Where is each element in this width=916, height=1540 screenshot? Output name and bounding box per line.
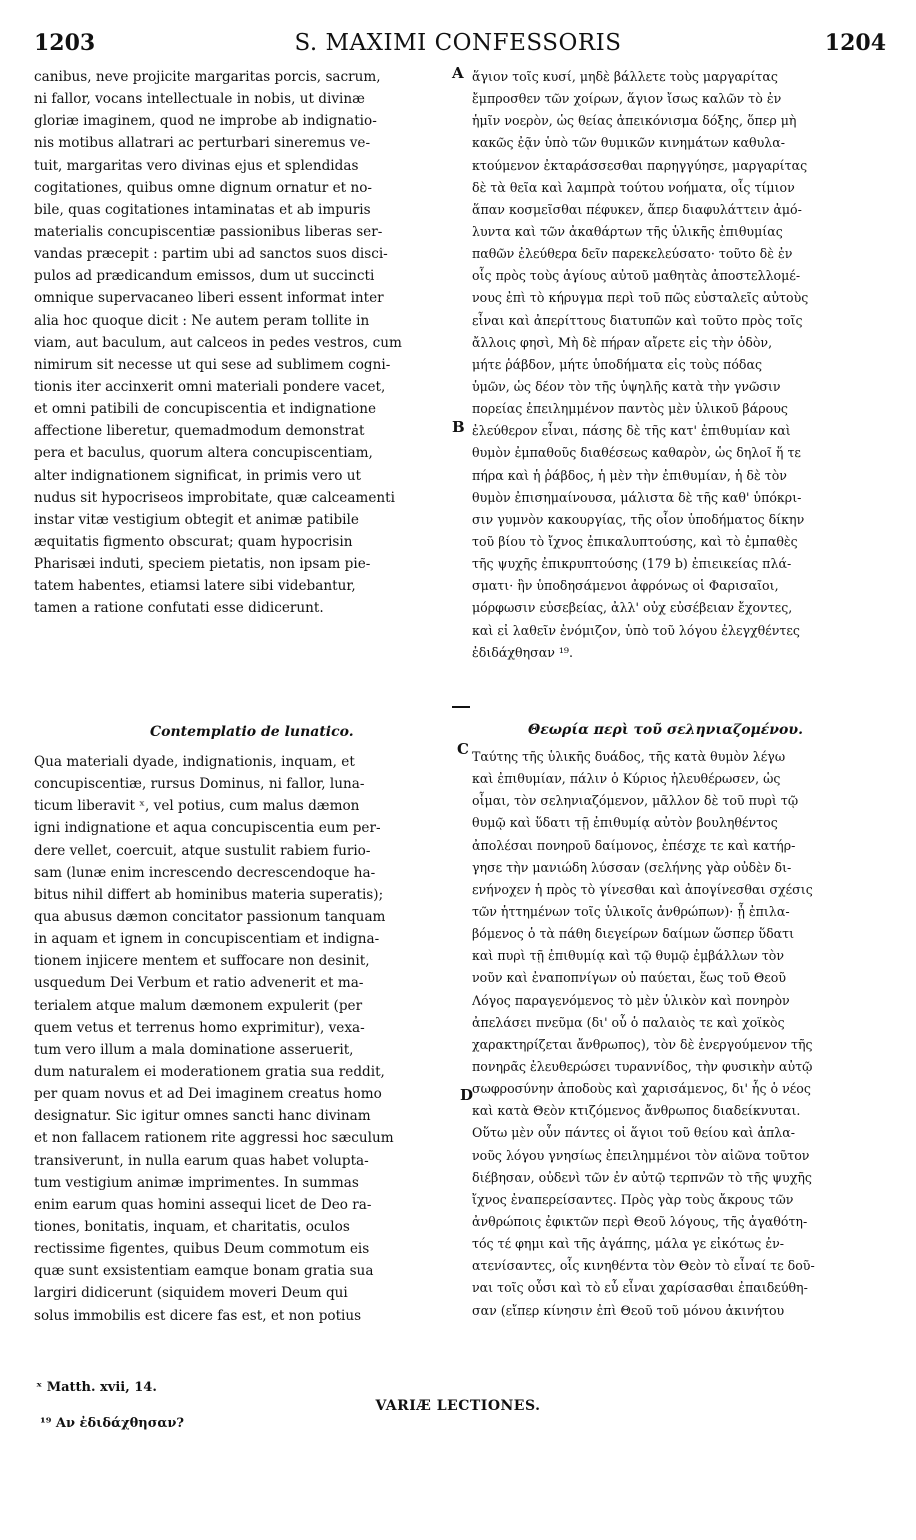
text-line: quæ sunt exsistentiam eamque bonam gratia sua [34,1263,374,1280]
text-line: ἀπολέσαι πονηροῦ δαίμονος, ἐπέσχε τε καὶ κατήρ- [472,837,796,853]
text-line: κακῶς ἐᾷν ὑπὸ τῶν θυμικῶν κινημάτων καθυλα- [472,135,786,151]
text-line: igni indignatione et aqua concupiscentia eum per- [34,820,381,837]
text-line: instar vitæ vestigium obtegit et animæ patibile [34,511,359,528]
text-line: nudus sit hypocriseos improbitate, quæ calceamenti [34,489,395,506]
text-line: rectissime figentes, quibus Deum commotum eis [34,1241,370,1258]
text-line: materialis concupiscentiæ passionibus liberas ser- [34,223,383,240]
text-line: σαν (εἴπερ κίνησιν ἐπὶ Θεοῦ τοῦ μόνου ἀκινήτου [472,1302,785,1318]
text-line: δὲ τὰ θεῖα καὶ λαμπρὰ τούτου νοήματα, οἷς τίμιον [472,179,795,195]
text-line: Qua materiali dyade, indignationis, inquam, et [34,754,355,770]
text-line: Λόγος παραγενόμενος τὸ μὲν ὑλικὸν καὶ πονηρὸν [472,992,790,1008]
text-line: qua abusus dæmon concitator passionum tanquam [34,908,386,925]
text-line: cogitationes, quibus omne dignum ornatur et no- [34,179,372,196]
text-line: οἷς πρὸς τοὺς ἁγίους αὐτοῦ μαθητὰς ἀποστελλομέ- [472,268,801,284]
text-line: concupiscentiæ, rursus Dominus, ni fallor, luna- [34,776,365,793]
text-line: παθῶν ἐλεύθερα δεῖν παρεκελεύσατο· τοῦτο δὲ ἐν [472,246,793,262]
text-line: ἀπελάσει πνεῦμα (δι' οὗ ὁ παλαιὸς τε καὶ χοϊκὸς [472,1014,785,1030]
text-line: alia hoc quoque dicit : Ne autem peram tollite in [34,312,370,329]
margin-marker-c: C [457,740,469,758]
text-line: σματι· ἣν ὑποδησάμενοι ἀφρόνως οἱ Φαρισαῖοι, [472,578,779,594]
text-line: Pharisæi induti, speciem pietatis, non ipsam pie- [34,556,371,573]
text-line: καὶ κατὰ Θεὸν κτιζόμενος ἄνθρωπος διαδείκνυται. [472,1103,801,1119]
text-line: θυμὸν ἐμπαθοῦς διαθέσεως καθαρὸν, ὡς δηλοῖ ἥ τε [472,445,801,461]
text-line: transiverunt, in nulla earum quas habet volupta- [34,1152,369,1169]
text-line: pulos ad prædicandum emissos, dum ut succincti [34,268,375,285]
text-line: πονηρᾶς ἐλευθερώσει τυραννίδος, τὴν φυσικὴν αὐτῷ [472,1058,813,1074]
text-line: βόμενος ὁ τὰ πάθη διεγείρων δαίμων ὥσπερ ὕδατι [472,926,795,942]
footnote-greek: ¹⁹ Αν ἐδιδάχθησαν? [40,1416,184,1431]
text-line: οἶμαι, τὸν σεληνιαζόμενον, μᾶλλον δὲ τοῦ πυρὶ τῷ [472,793,799,809]
text-line: ἐλεύθερον εἶναι, πάσης δὲ τῆς κατ' ἐπιθυμίαν καὶ [472,423,791,439]
text-line: omnique supervacaneo liberi essent informat inter [34,290,384,307]
text-line: Οὕτω μὲν οὖν πάντες οἱ ἅγιοι τοῦ θείου καὶ ἀπλα- [472,1125,796,1141]
text-line: quem vetus et terrenus homo exprimitur), vexa- [34,1019,365,1036]
page-number-left: 1203 [34,30,96,56]
section-divider [452,706,470,708]
text-line: tionem injicere mentem et suffocare non desinit, [34,953,370,970]
text-line: θυμῷ καὶ ὕδατι τῇ ἐπιθυμίᾳ αὐτὸν βουληθέντος [472,815,778,831]
text-line: tum vestigium animæ imprimentes. In summas [34,1174,359,1191]
text-line: σιν γυμνὸν κακουργίας, τῆς οἷον ὑποδήματος δίκην [472,511,805,527]
text-line: νοῦν καὶ ἐναποπνίγων οὐ παύεται, ἕως τοῦ Θεοῦ [472,970,786,986]
text-line: bitus nihil differt ab hominibus materia superatis); [34,886,384,903]
text-line: in aquam et ignem in concupiscentiam et indigna- [34,931,380,948]
text-line: νους ἐπὶ τὸ κήρυγμα περὶ τοῦ πῶς εὐσταλεῖς αὐτοὺς [472,290,809,306]
text-line: καὶ πυρὶ τῇ ἐπιθυμίᾳ καὶ τῷ θυμῷ ἐμβάλλων τὸν [472,948,785,964]
text-line: σωφροσύνην ἀποδοὺς καὶ χαρισάμενος, δι' ἧς ὁ νέος [472,1081,811,1097]
text-line: Ταύτης τῆς ὑλικῆς δυάδος, τῆς κατὰ θυμὸν λέγω [472,749,786,764]
text-line: ὑμῶν, ὡς δέον τὸν τῆς ὑψηλῆς κατὰ τὴν γνῶσιν [472,378,781,394]
text-line: καὶ εἰ λαθεῖν ἐνόμιζον, ὑπὸ τοῦ λόγου ἐλεγχθέντες [472,622,800,638]
text-line: designatur. Sic igitur omnes sancti hanc divinam [34,1108,371,1125]
margin-marker-b: B [452,418,465,436]
latin-section-heading: Contemplatio de lunatico. [150,724,354,740]
running-header [0,30,916,60]
text-line: πήρα καὶ ἡ ῥάβδος, ἡ μὲν τὴν ἐπιθυμίαν, ἡ δὲ τὸν [472,467,787,483]
greek-column-top [472,66,882,664]
text-line: ἀνθρώποις ἐφικτῶν περὶ Θεοῦ λόγους, τῆς ἀγαθότη- [472,1213,808,1229]
text-line: tionis iter accinxerit omni materiali pondere vacet, [34,378,386,395]
text-line: κτούμενον ἐκταράσσεσθαι παρηγγύησε, μαργαρίτας [472,157,808,173]
text-line: tamen a ratione confutati esse didicerunt. [34,600,324,617]
text-line: νοῦς λόγου γνησίως ἐπειλημμένοι τὸν αἰῶνα τοῦτον [472,1147,810,1163]
text-line: ni fallor, vocans intellectuale in nobis, ut divinæ [34,91,365,108]
text-line: per quam novus et ad Dei imaginem creatus homo [34,1086,382,1103]
text-line: λυντα καὶ τῶν ἀκαθάρτων τῆς ὑλικῆς ἐπιθυμίας [472,223,783,239]
text-line: pera et baculus, quorum altera concupiscentiam, [34,445,373,462]
page-number-right: 1204 [824,30,886,56]
text-line: tiones, bonitatis, inquam, et charitatis, oculos [34,1218,350,1235]
text-line: τῶν ἡττημένων τοῖς ὑλικοῖς ἀνθρώπων)· ᾗ ἐπιλα- [472,903,790,919]
text-line: tum vero illum a mala dominatione asseruerit, [34,1041,354,1058]
text-line: μήτε ῥάβδον, μήτε ὑποδήματα εἰς τοὺς πόδας [472,356,763,372]
text-line: enim earum quas homini assequi licet de Deo ra- [34,1196,372,1213]
text-line: ναι τοῖς οὖσι καὶ τὸ εὖ εἶναι χαρίσασθαι ἐπαιδεύθη- [472,1280,808,1296]
text-line: εἶναι καὶ ἀπερίττους διατυπῶν καὶ τοῦτο πρὸς τοῖς [472,312,803,328]
text-line: τοῦ βίου τὸ ἴχνος ἐπικαλυπτούσης, καὶ τὸ ἐμπαθὲς [472,533,798,549]
margin-marker-d: D [460,1086,474,1104]
variae-lectiones-heading: VARIÆ LECTIONES. [375,1398,541,1414]
text-line: dere vellet, coercuit, atque sustulit rabiem furio- [34,842,371,859]
text-line: ατενίσαντες, οἷς κινηθέντα τὸν Θεὸν τὸ εἶναί τε δοῦ- [472,1258,815,1274]
text-line: ἡμῖν νοερὸν, ὡς θείας ἀπεικόνισμα δόξης, ὅπερ μὴ [472,113,797,129]
text-line: usquedum Dei Verbum et ratio advenerit et ma- [34,975,364,992]
text-line: dum naturalem ei moderationem gratia sua reddit, [34,1063,385,1080]
text-line: θυμὸν ἐπισημαίνουσα, μάλιστα δὲ τῆς καθ' ὑπόκρι- [472,489,802,505]
text-line: bile, quas cogitationes intaminatas et ab impuris [34,201,371,218]
latin-column-top [34,66,461,620]
text-line: sam (lunæ enim increscendo decrescendoque ha- [34,864,376,881]
text-line: æquitatis figmento obscurat; quam hypocrisin [34,533,353,550]
text-line: terialem atque malum dæmonem expulerit (per [34,997,363,1014]
margin-marker-a: A [452,64,464,82]
latin-column-bottom [34,751,461,1327]
text-line: ενήνοχεν ἡ πρὸς τὸ γίνεσθαι καὶ ἀπογίνεσθαι σχέσις [472,881,813,897]
text-line: γησε τὴν μανιώδη λύσσαν (σελήνης γὰρ οὐδὲν δι- [472,859,792,875]
text-line: vandas præcepit : partim ubi ad sanctos suos disci- [34,246,388,263]
text-line: ἐδιδάχθησαν ¹⁹. [472,644,573,660]
text-line: διέβησαν, οὐδενὶ τῶν ἐν αὐτῷ τερπνῶν τὸ τῆς ψυχῆς [472,1169,812,1185]
text-line: et omni patibili de concupiscentia et indignatione [34,401,377,418]
text-line: μόρφωσιν εὐσεβείας, ἀλλ' οὐχ εὐσέβειαν ἔχοντες, [472,600,793,616]
text-line: solus immobilis est dicere fas est, et non potius [34,1307,362,1324]
text-line: ἔμπροσθεν τῶν χοίρων, ἅγιον ἴσως καλῶν τὸ ἐν [472,91,782,107]
text-line: πορείας ἐπειλημμένον παντὸς μὲν ὑλικοῦ βάρους [472,401,788,417]
text-line: largiri didicerunt (siquidem moveri Deum qui [34,1285,348,1302]
text-line: tuit, margaritas vero divinas ejus et splendidas [34,157,359,174]
text-line: ticum liberavit ˣ, vel potius, cum malus dæmon [34,798,360,815]
text-line: et non fallacem rationem rite aggressi hoc sæculum [34,1130,394,1147]
text-line: viam, aut baculum, aut calceos in pedes vestros, cum [34,334,402,351]
text-line: καὶ ἐπιθυμίαν, πάλιν ὁ Κύριος ἠλευθέρωσεν, ὡς [472,771,781,787]
greek-column-bottom [472,746,882,1322]
text-line: ἅγιον τοῖς κυσί, μηδὲ βάλλετε τοὺς μαργαρίτας [472,69,778,84]
text-line: ἄλλοις φησὶ, Μὴ δὲ πήραν αἴρετε εἰς τὴν ὁδὸν, [472,334,773,350]
text-line: χαρακτηρίζεται ἄνθρωπος), τὸν δὲ ἐνεργούμενον τῆς [472,1036,813,1052]
text-line: alter indignationem significat, in primis vero ut [34,467,361,484]
text-line: ἴχνος ἐναπερείσαντες. Πρὸς γὰρ τοὺς ἄκρους τῶν [472,1191,794,1207]
text-line: gloriæ imaginem, quod ne improbe ab indignatio- [34,113,377,130]
running-title: S. MAXIMI CONFESSORIS [294,30,622,56]
text-line: affectione liberetur, quemadmodum demonstrat [34,423,365,440]
text-line: tatem habentes, etiamsi latere sibi videbantur, [34,578,356,595]
footnote-latin: ˣ Matth. xvii, 14. [36,1380,157,1395]
greek-section-heading: Θεωρία περὶ τοῦ σεληνιαζομένου. [528,722,803,738]
text-line: canibus, neve projicite margaritas porcis, sacrum, [34,69,381,85]
text-line: ἅπαν κοσμεῖσθαι πέφυκεν, ἅπερ διαφυλάττειν ἀμό- [472,201,802,217]
text-line: nimirum sit necesse ut qui sese ad sublimem cogni- [34,356,391,373]
text-line: τῆς ψυχῆς ἐπικρυπτούσης (179 b) ἐπιεικείας πλά- [472,556,792,572]
text-line: nis motibus allatrari ac perturbari sineremus ve- [34,135,371,152]
text-line: τός τέ φημι καὶ τῆς ἀγάπης, μάλα γε εἰκότως ἐν- [472,1236,785,1252]
